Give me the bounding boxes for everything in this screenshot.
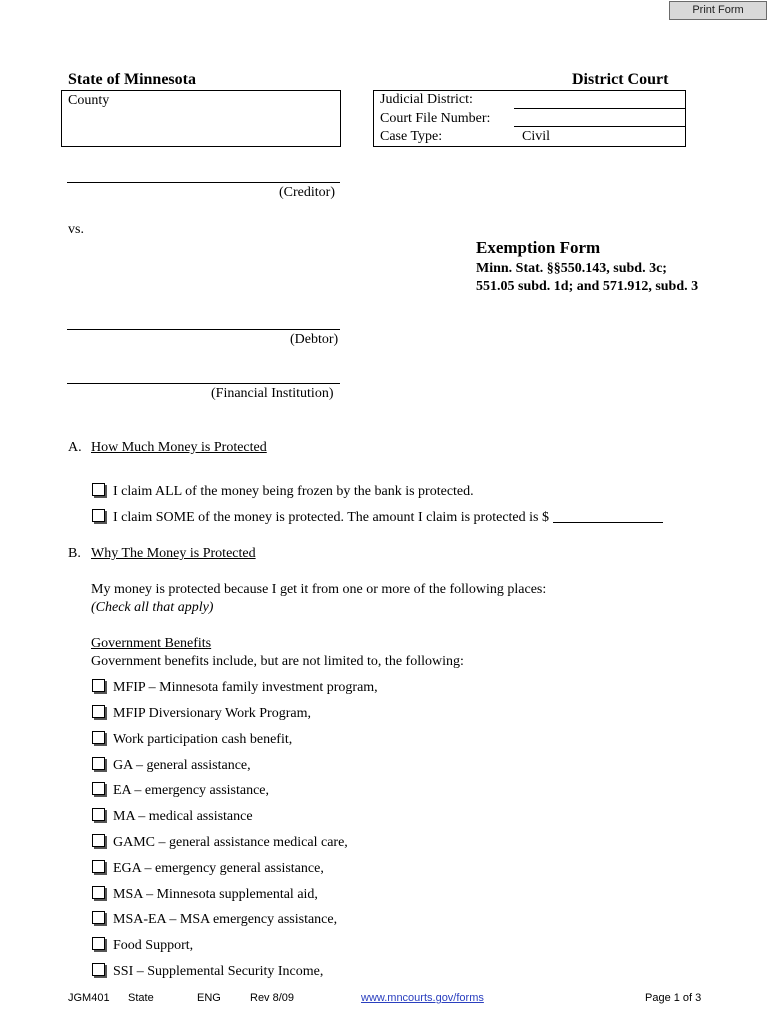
benefit-item	[92, 886, 318, 903]
section-b-letter: B.	[68, 546, 81, 561]
benefit-label: MSA – Minnesota supplemental aid,	[113, 887, 318, 902]
benefit-item	[92, 808, 253, 825]
benefit-label: MA – medical assistance	[113, 809, 253, 824]
benefit-checkbox[interactable]	[92, 963, 105, 976]
debtor-line[interactable]	[67, 329, 340, 330]
section-a-heading: How Much Money is Protected	[91, 440, 267, 455]
section-b-instruction: (Check all that apply)	[91, 600, 214, 615]
versus-label: vs.	[68, 222, 84, 237]
government-benefits-intro: Government benefits include, but are not limited to, the following:	[91, 654, 464, 669]
financial-institution-label: (Financial Institution)	[211, 386, 334, 401]
benefit-label: EA – emergency assistance,	[113, 783, 270, 798]
forms-link[interactable]: www.mncourts.gov/forms	[361, 992, 484, 1004]
footer-page-number: Page 1 of 3	[645, 992, 702, 1004]
section-b-heading: Why The Money is Protected	[91, 546, 256, 561]
claim-all-label: I claim ALL of the money being frozen by the bank is protected.	[113, 484, 474, 499]
judicial-district-field[interactable]	[514, 108, 686, 109]
benefit-checkbox[interactable]	[92, 937, 105, 950]
benefit-checkbox[interactable]	[92, 782, 105, 795]
benefit-checkbox[interactable]	[92, 757, 105, 770]
court-file-number-field[interactable]	[514, 126, 686, 127]
benefit-checkbox[interactable]	[92, 731, 105, 744]
benefit-checkbox[interactable]	[92, 911, 105, 924]
claim-all-checkbox[interactable]	[92, 483, 105, 496]
benefit-label: EGA – emergency general assistance,	[113, 861, 324, 876]
case-info-box	[373, 90, 686, 147]
benefit-checkbox[interactable]	[92, 705, 105, 718]
benefit-checkbox[interactable]	[92, 860, 105, 873]
benefit-checkbox[interactable]	[92, 808, 105, 821]
form-title: Exemption Form	[476, 238, 601, 257]
print-form-button[interactable]: Print Form	[669, 1, 767, 20]
case-type-value: Civil	[522, 129, 551, 144]
benefit-checkbox[interactable]	[92, 679, 105, 692]
benefit-item	[92, 757, 251, 774]
creditor-line[interactable]	[67, 182, 340, 183]
benefit-item	[92, 963, 323, 980]
county-box[interactable]	[61, 90, 341, 147]
benefit-label: MFIP – Minnesota family investment program,	[113, 680, 378, 695]
benefit-item	[92, 782, 269, 799]
state-heading: State of Minnesota	[68, 71, 196, 88]
benefit-item	[92, 911, 337, 928]
footer-scope: State	[128, 992, 154, 1004]
benefit-label: MFIP Diversionary Work Program,	[113, 706, 311, 721]
footer-revision: Rev 8/09	[250, 992, 295, 1004]
benefit-item	[92, 937, 193, 954]
benefit-item	[92, 860, 324, 877]
benefit-checkbox[interactable]	[92, 834, 105, 847]
benefit-label: Work participation cash benefit,	[113, 732, 293, 747]
judicial-district-label: Judicial District:	[380, 92, 473, 107]
benefit-label: GAMC – general assistance medical care,	[113, 835, 348, 850]
benefit-label: SSI – Supplemental Security Income,	[113, 964, 324, 979]
section-b-intro: My money is protected because I get it from one or more of the following places:	[91, 582, 547, 597]
claim-some-row	[92, 509, 663, 526]
case-type-label: Case Type:	[380, 129, 443, 144]
statute-citation: Minn. Stat. §§550.143, subd. 3c; 551.05 subd. 1d; and 571.912, subd. 3	[476, 261, 699, 294]
claim-some-label: I claim SOME of the money is protected. The amount I claim is protected is $	[113, 510, 549, 525]
claim-all-row	[92, 483, 474, 500]
benefit-label: GA – general assistance,	[113, 758, 251, 773]
claim-some-checkbox[interactable]	[92, 509, 105, 522]
section-a-letter: A.	[68, 440, 82, 455]
benefit-checkbox[interactable]	[92, 886, 105, 899]
footer-language: ENG	[197, 992, 221, 1004]
claim-amount-field[interactable]	[553, 510, 663, 523]
financial-institution-line[interactable]	[67, 383, 340, 384]
benefit-item	[92, 834, 348, 851]
benefit-item	[92, 731, 292, 748]
court-file-number-label: Court File Number:	[380, 111, 491, 126]
benefit-item	[92, 705, 311, 722]
government-benefits-heading: Government Benefits	[91, 636, 212, 651]
footer-form-id: JGM401	[68, 992, 110, 1004]
benefit-label: Food Support,	[113, 938, 194, 953]
debtor-label: (Debtor)	[290, 332, 339, 347]
county-label: County	[68, 93, 110, 108]
creditor-label: (Creditor)	[279, 185, 335, 200]
court-heading: District Court	[572, 71, 669, 88]
benefit-label: MSA-EA – MSA emergency assistance,	[113, 912, 338, 927]
benefit-item	[92, 679, 378, 696]
